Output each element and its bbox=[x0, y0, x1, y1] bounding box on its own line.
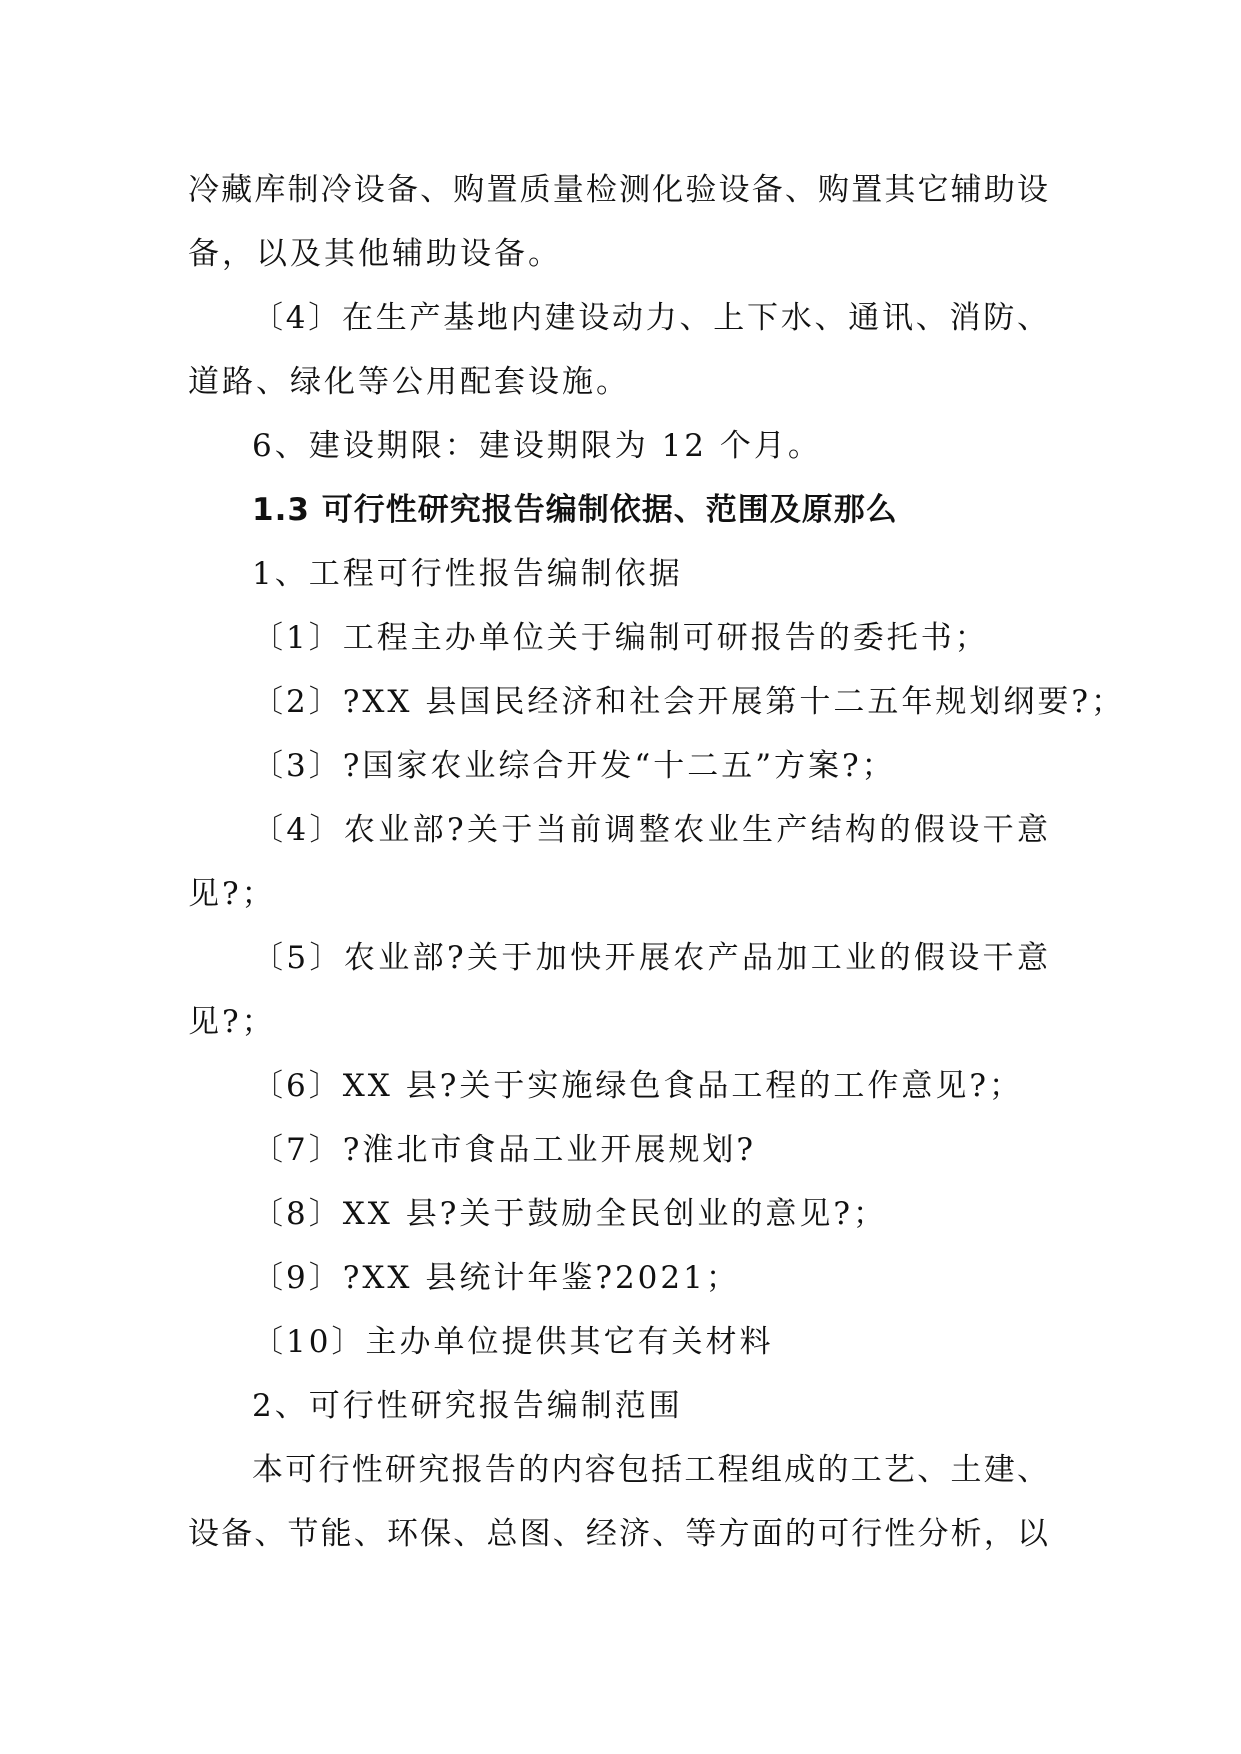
list-item: 〔6〕XX 县?关于实施绿色食品工程的工作意见?； bbox=[252, 1068, 1023, 1104]
paragraph-line: 6、建设期限：建设期限为 12 个月。 bbox=[252, 428, 822, 464]
list-item-continuation: 见?； bbox=[188, 1004, 276, 1040]
list-item: 〔10〕主办单位提供其它有关材料 bbox=[252, 1324, 774, 1360]
paragraph-line: 设备、节能、环保、总图、经济、等方面的可行性分析，以 bbox=[188, 1516, 1048, 1552]
paragraph-line: 道路、绿化等公用配套设施。 bbox=[188, 364, 630, 400]
paragraph-line: 备，以及其他辅助设备。 bbox=[188, 236, 562, 272]
subsection-title: 2、可行性研究报告编制范围 bbox=[252, 1388, 683, 1424]
section-heading: 1.3 可行性研究报告编制依据、范围及原那么 bbox=[252, 492, 898, 528]
paragraph-line: 〔4〕在生产基地内建设动力、上下水、通讯、消防、 bbox=[252, 300, 1048, 336]
document-body bbox=[188, 158, 1125, 1566]
list-item: 〔5〕农业部?关于加快开展农产品加工业的假设干意 bbox=[252, 940, 1048, 976]
list-item: 〔4〕农业部?关于当前调整农业生产结构的假设干意 bbox=[252, 812, 1048, 848]
list-item: 〔2〕?XX 县国民经济和社会开展第十二五年规划纲要?； bbox=[252, 684, 1125, 720]
list-item: 〔1〕工程主办单位关于编制可研报告的委托书； bbox=[252, 620, 989, 656]
list-item-continuation: 见?； bbox=[188, 876, 276, 912]
subsection-title: 1、工程可行性报告编制依据 bbox=[252, 556, 683, 592]
list-item: 〔3〕?国家农业综合开发“十二五”方案?； bbox=[252, 748, 896, 784]
paragraph-line: 冷藏库制冷设备、购置质量检测化验设备、购置其它辅助设 bbox=[188, 172, 1048, 208]
list-item: 〔9〕?XX 县统计年鉴?2021； bbox=[252, 1260, 740, 1296]
list-item: 〔8〕XX 县?关于鼓励全民创业的意见?； bbox=[252, 1196, 887, 1232]
paragraph-line: 本可行性研究报告的内容包括工程组成的工艺、土建、 bbox=[252, 1452, 1048, 1488]
list-item: 〔7〕?淮北市食品工业开展规划? bbox=[252, 1132, 756, 1168]
